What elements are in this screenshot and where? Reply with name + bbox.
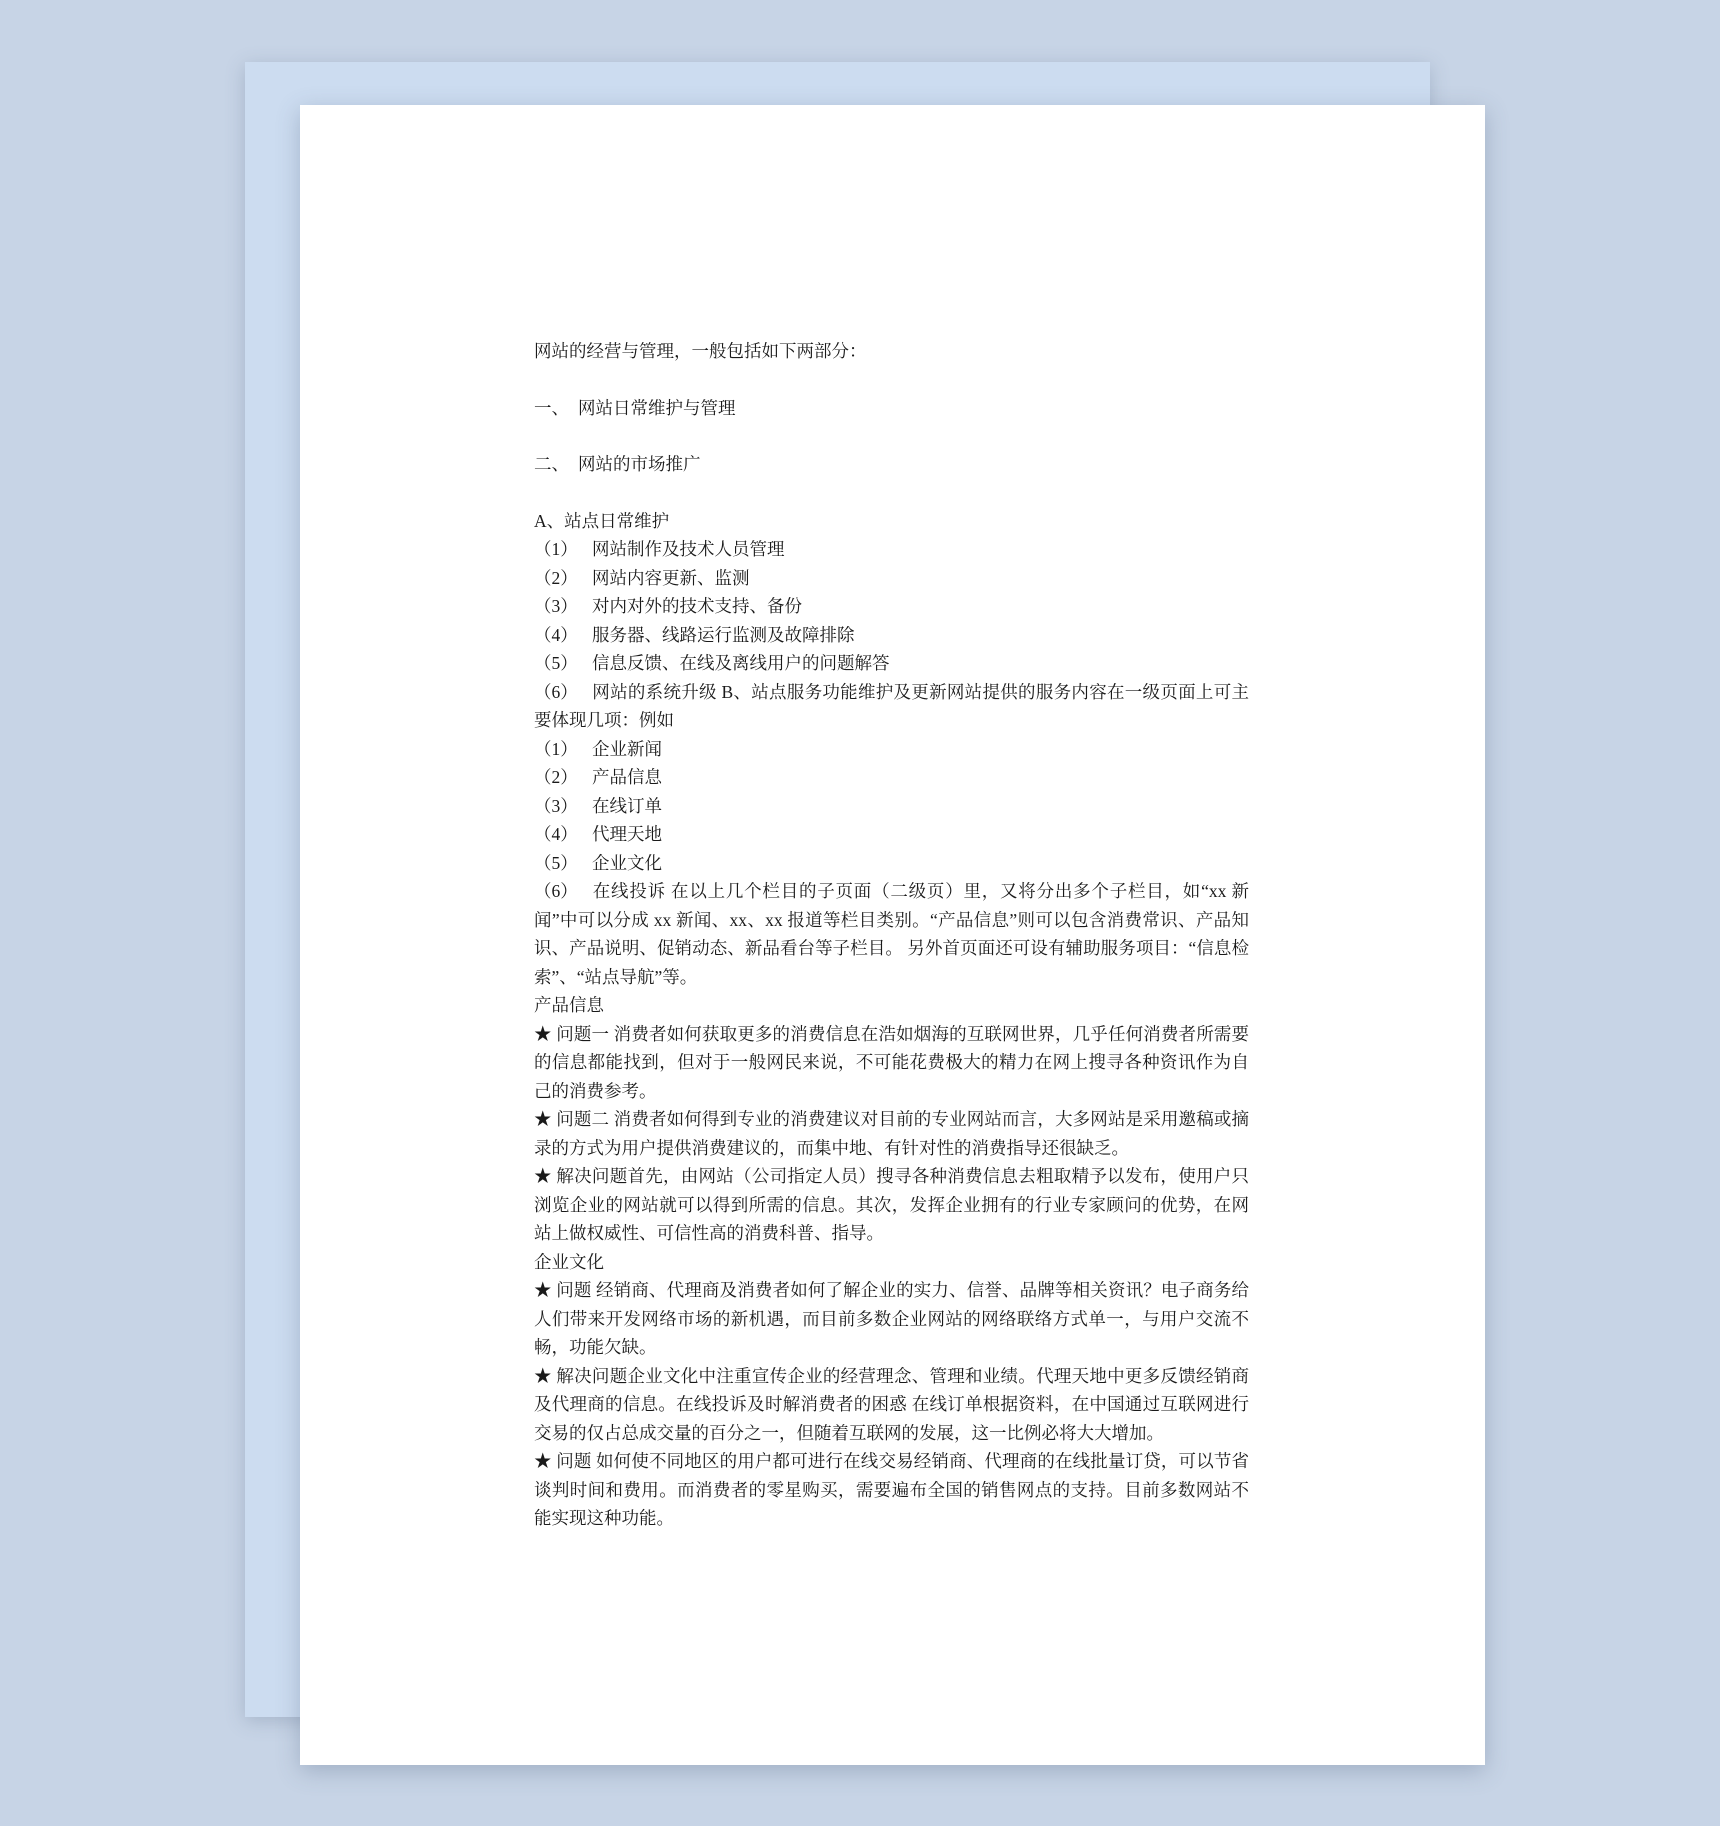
subheading-product-info: 产品信息 bbox=[534, 995, 604, 1015]
section-number-2: 二、 bbox=[534, 454, 569, 474]
item-text: 企业文化 bbox=[592, 852, 662, 873]
item-index: （1） bbox=[534, 738, 578, 759]
list-item bbox=[534, 763, 1249, 792]
bullet-item bbox=[534, 1276, 1249, 1362]
item-index: （2） bbox=[534, 767, 578, 787]
section-title-2: 网站的市场推广 bbox=[578, 454, 701, 474]
item-text: 网站制作及技术人员管理 bbox=[592, 539, 785, 559]
bullet-item bbox=[534, 1020, 1249, 1106]
list-item bbox=[534, 678, 1249, 735]
list-item bbox=[534, 849, 1249, 878]
item-index: （6） bbox=[534, 881, 578, 901]
item-index: （4） bbox=[534, 824, 578, 844]
item-index: （2） bbox=[534, 567, 578, 588]
bullet-text: 解决问题企业文化中注重宣传企业的经营理念、管理和业绩。代理天地中更多反馈经销商及代理商的信息。在线投诉及时解消费者的困惑 在线订单根据资料，在中国通过互联网进行交易的仅占总成交量的百分之一，但随着互联网的发展，这一比例必将大大增加。 bbox=[534, 1365, 1249, 1443]
list-item bbox=[534, 564, 1249, 593]
list-item bbox=[534, 649, 1249, 678]
list-item bbox=[534, 621, 1249, 650]
list-item bbox=[534, 592, 1249, 621]
block-a-title: A、站点日常维护 bbox=[534, 510, 670, 531]
item-text: 网站的系统升级 B、站点服务功能维护及更新网站提供的服务内容在一级页面上可主要体现几项：例如 bbox=[534, 681, 1249, 730]
intro-paragraph: 网站的经营与管理，一般包括如下两部分： bbox=[534, 341, 867, 361]
section-heading-1 bbox=[534, 394, 1249, 423]
star-bullet-icon: ★ bbox=[534, 1109, 552, 1129]
item-text: 产品信息 bbox=[592, 767, 662, 787]
list-item bbox=[534, 820, 1249, 849]
item-index: （1） bbox=[534, 539, 578, 559]
section-title-1: 网站日常维护与管理 bbox=[578, 397, 736, 418]
star-bullet-icon: ★ bbox=[534, 1365, 552, 1386]
item-text: 服务器、线路运行监测及故障排除 bbox=[592, 624, 855, 645]
bullet-item bbox=[534, 1447, 1249, 1533]
section-heading-2 bbox=[534, 450, 1249, 479]
item-text: 网站内容更新、监测 bbox=[592, 567, 750, 588]
bullet-text: 问题 经销商、代理商及消费者如何了解企业的实力、信誉、品牌等相关资讯？电子商务给人们带来开发网络市场的新机遇，而目前多数企业网站的网络联络方式单一，与用户交流不畅，功能欠缺。 bbox=[534, 1280, 1250, 1357]
star-bullet-icon: ★ bbox=[534, 1023, 552, 1044]
item-index: （3） bbox=[534, 596, 578, 616]
bullet-text: 问题 如何使不同地区的用户都可进行在线交易经销商、代理商的在线批量订贷，可以节省谈判时间和费用。而消费者的零星购买，需要遍布全国的销售网点的支持。目前多数网站不能实现这种功能。 bbox=[534, 1451, 1250, 1528]
list-item bbox=[534, 735, 1249, 764]
item-text: 代理天地 bbox=[592, 824, 662, 844]
subheading-corporate-culture: 企业文化 bbox=[534, 1251, 604, 1272]
item-index: （5） bbox=[534, 852, 578, 873]
star-bullet-icon: ★ bbox=[534, 1166, 552, 1186]
bullet-item bbox=[534, 1162, 1249, 1248]
item-text: 在线投诉 在以上几个栏目的子页面（二级页）里，又将分出多个子栏目，如“xx 新闻”中可以分成 xx 新闻、xx、xx 报道等栏目类别。“产品信息”则可以包含消费常识、产品知识、产品说明、促销动态、新品看台等子栏目。 另外首页面还可设有辅助服务项目：“信息检索”、“站点导航”等。 bbox=[534, 881, 1249, 987]
document-page bbox=[300, 105, 1485, 1765]
list-item bbox=[534, 792, 1249, 821]
bullet-text: 问题一 消费者如何获取更多的消费信息在浩如烟海的互联网世界，几乎任何消费者所需要的信息都能找到，但对于一般网民来说，不可能花费极大的精力在网上搜寻各种资讯作为自己的消费参考。 bbox=[534, 1023, 1250, 1101]
item-text: 在线订单 bbox=[592, 795, 662, 816]
bullet-text: 解决问题首先，由网站（公司指定人员）搜寻各种消费信息去粗取精予以发布，使用户只浏览企业的网站就可以得到所需的信息。其次，发挥企业拥有的行业专家顾问的优势，在网站上做权威性、可信性高的消费科普、指导。 bbox=[534, 1166, 1249, 1243]
star-bullet-icon: ★ bbox=[534, 1451, 552, 1471]
bullet-item bbox=[534, 1105, 1249, 1162]
section-number-1: 一、 bbox=[534, 397, 569, 418]
list-item bbox=[534, 535, 1249, 564]
star-bullet-icon: ★ bbox=[534, 1280, 552, 1300]
item-index: （3） bbox=[534, 795, 578, 816]
item-text: 企业新闻 bbox=[592, 738, 662, 759]
item-text: 对内对外的技术支持、备份 bbox=[592, 596, 802, 616]
item-index: （6） bbox=[534, 681, 578, 702]
item-text: 信息反馈、在线及离线用户的问题解答 bbox=[592, 653, 890, 673]
list-item bbox=[534, 877, 1249, 991]
bullet-text: 问题二 消费者如何得到专业的消费建议对目前的专业网站而言，大多网站是采用邀稿或摘录的方式为用户提供消费建议的，而集中地、有针对性的消费指导还很缺乏。 bbox=[534, 1109, 1250, 1158]
document-body bbox=[534, 337, 1249, 1533]
item-index: （4） bbox=[534, 624, 578, 645]
item-index: （5） bbox=[534, 653, 578, 673]
bullet-item bbox=[534, 1362, 1249, 1448]
